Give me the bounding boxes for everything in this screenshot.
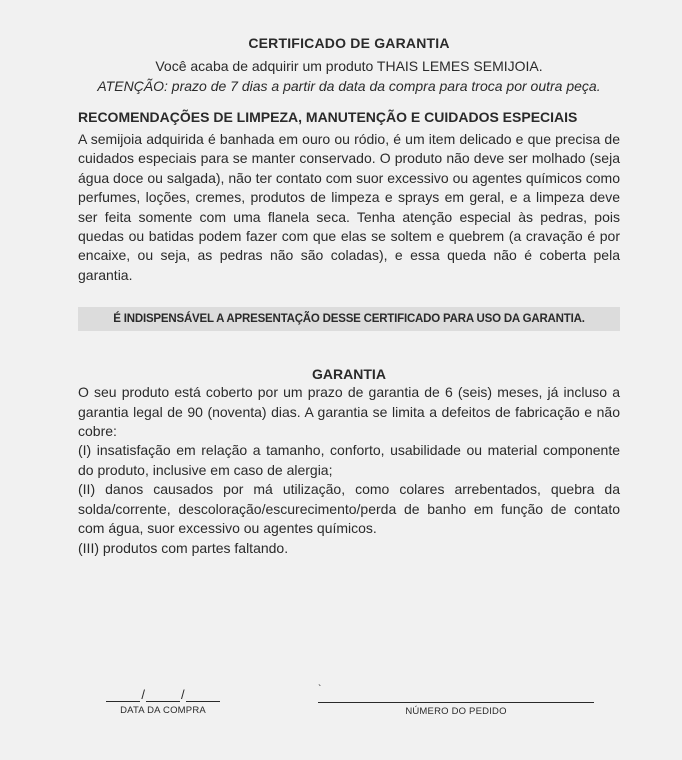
order-number-field[interactable] bbox=[318, 686, 594, 717]
warranty-section-title: GARANTIA bbox=[312, 366, 386, 383]
warranty-terms bbox=[78, 383, 620, 558]
date-year-blank[interactable] bbox=[186, 687, 220, 702]
date-month-blank[interactable] bbox=[146, 687, 180, 702]
purchase-date-label: DATA DA COMPRA bbox=[120, 705, 206, 716]
date-day-blank[interactable] bbox=[106, 687, 140, 702]
order-number-blank[interactable] bbox=[318, 686, 594, 703]
warranty-exclusion-1: (I) insatisfação em relação a tamanho, conforto, usabilidade ou material componente do produto, inclusive em caso de alergia; bbox=[78, 442, 620, 478]
intro-text: Você acaba de adquirir um produto THAIS LEMES SEMIJOIA. bbox=[155, 58, 543, 74]
care-instructions-text: A semijoia adquirida é banhada em ouro ou ródio, é um item delicado e que precisa de cuidados especiais para se manter conservado. O produto não deve ser molhado (seja água doce ou salgada), não ter contato com suor excessivo ou agentes químicos como perfumes, loções, cremes, produtos de limpeza e sprays em geral, e a limpeza deve ser feita somente com uma flanela seca. Tenha atenção especial às pedras, pois quedas ou batidas podem fazer com que elas se soltem e quebrem (a cravação é por encaixe, ou seja, as pedras não são coladas), e essa queda não é coberta pela garantia. bbox=[78, 131, 620, 283]
purchase-date-field[interactable] bbox=[104, 686, 222, 716]
warranty-certificate bbox=[78, 34, 620, 558]
order-number-label: NÚMERO DO PEDIDO bbox=[405, 706, 507, 717]
pen-mark: ` bbox=[318, 684, 322, 695]
warranty-exclusion-3: (III) produtos com partes faltando. bbox=[78, 539, 289, 556]
certificate-title: CERTIFICADO DE GARANTIA bbox=[248, 35, 450, 51]
warranty-coverage-text: O seu produto está coberto por um prazo de garantia de 6 (seis) meses, já incluso a garantia legal de 90 (noventa) dias. A garantia se limita a defeitos de fabricação e não cobre: bbox=[78, 384, 620, 440]
certificate-required-notice: É INDISPENSÁVEL A APRESENTAÇÃO DESSE CERTIFICADO PARA USO DA GARANTIA. bbox=[78, 307, 620, 331]
purchase-date-blank[interactable] bbox=[104, 686, 222, 702]
care-section-title: RECOMENDAÇÕES DE LIMPEZA, MANUTENÇÃO E CUIDADOS ESPECIAIS bbox=[78, 109, 578, 125]
exchange-attention-text: ATENÇÃO: prazo de 7 dias a partir da data da compra para troca por outra peça. bbox=[97, 78, 601, 94]
warranty-exclusion-2: (II) danos causados por má utilização, como colares arrebentados, quebra da solda/corrente, descoloração/escurecimento/perda de banho em função de contato com água, suor excessivo ou agentes químicos. bbox=[78, 481, 620, 537]
date-separator: / bbox=[181, 687, 185, 702]
date-separator: / bbox=[141, 687, 145, 702]
